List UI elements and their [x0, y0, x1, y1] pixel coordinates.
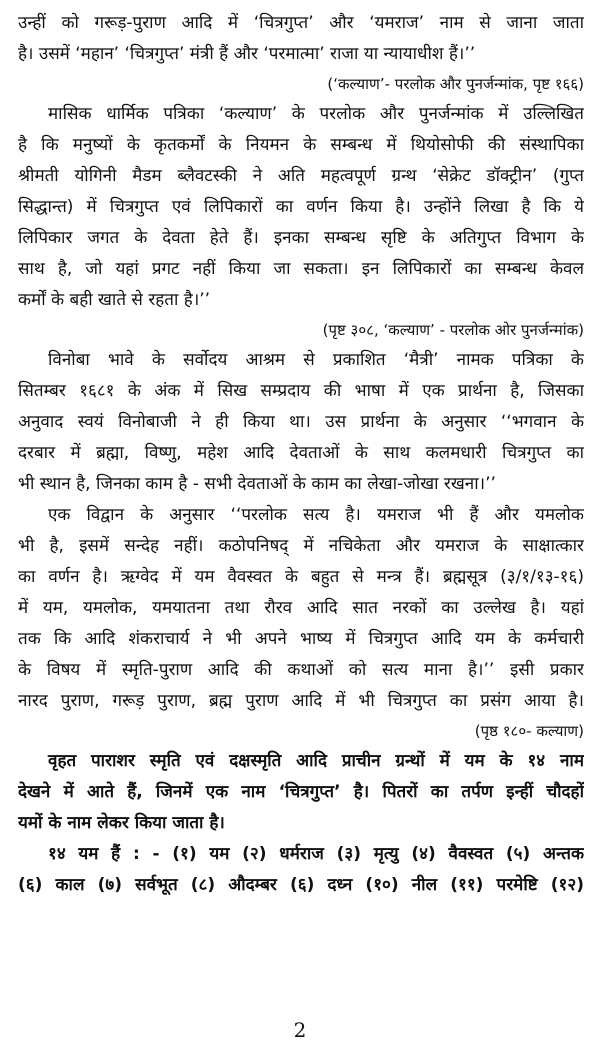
text-line: का वर्णन है। ऋग्वेद में यम वैवस्वत के बहुत से मन्त्र हैं। ब्रह्मसूत्र (३/१/१३-१६): [18, 567, 584, 587]
text-line: श्रीमती योगिनी मैडम ब्लैवटस्की ने अति महत्वपूर्ण ग्रन्थ ‘सेक्रेट डॉक्ट्रीन’ (गुप्त: [18, 166, 584, 186]
text-line: सितम्बर १६८१ के अंक में सिख सम्प्रदाय की भाषा में एक प्रार्थना है, जिसका: [18, 381, 584, 401]
paragraph-start: एक विद्वान के अनुसार ‘‘परलोक सत्य है। यमराज भी हैं और यमलोक: [48, 505, 584, 525]
text-line: तक कि आदि शंकराचार्य ने भी अपने भाष्य में चित्रगुप्त आदि यम के कर्मचारी: [18, 629, 584, 649]
yama-list-continued: (६) काल (७) सर्वभूत (८) औदम्बर (६) दध्न (१०) नील (११) परमेष्टि (१२): [18, 875, 584, 895]
paragraph-start: विनोबा भावे के सर्वोदय आश्रम से प्रकाशित ‘मैत्री’ नामक पत्रिका के: [48, 350, 584, 370]
text-line: दरबार में ब्रह्मा, विष्णु, महेश आदि देवताओं के साथ कलमधारी चित्रगुप्त का: [18, 443, 584, 463]
text-line: भी स्थान है, जिनका काम है - सभी देवताओं के काम का लेखा-जोखा रखना।’’: [18, 474, 496, 494]
text-line: है कि मनुष्यों के कृतकर्मों के नियमन के सम्बन्ध में थियोसोफी की संस्थापिका: [18, 135, 584, 155]
text-line: देखने में आते हैं, जिनमें एक नाम ‘चित्रगुप्त’ है। पितरों का तर्पण इन्हीं चौदहों: [18, 782, 584, 802]
text-line: सिद्धान्त) में चित्रगुप्त एवं लिपिकारों का वर्णन किया है। उन्होंने लिखा है कि ये: [18, 197, 584, 217]
paragraph-start: मासिक धार्मिक पत्रिका ‘कल्याण’ के परलोक और पुनर्जन्मांक में उल्लिखित: [48, 104, 584, 124]
text-line: अनुवाद स्वयं विनोबाजी ने ही किया था। उस प्रार्थना के अनुसार ‘‘भगवान के: [18, 412, 584, 432]
text-line: कर्मों के बही खाते से रहता है।’’: [18, 290, 211, 310]
yama-list-heading: १४ यम हैं : - (१) यम (२) धर्मराज (३) मृत्यु (४) वैवस्वत (५) अन्तक: [48, 844, 584, 864]
text-line: है। उसमें ‘महान’ ‘चित्रगुप्त’ मंत्री हैं और ‘परमात्मा’ राजा या न्यायाधीश हैं।’’: [18, 44, 476, 64]
text-line: नारद पुराण, गरूड़ पुराण, ब्रह्म पुराण आदि में भी चित्रगुप्त का प्रसंग आया है।: [18, 691, 584, 711]
citation: (पृष्ट ३०८, ‘कल्याण’ - परलोक ओर पुनर्जन्मांक): [322, 321, 584, 339]
paragraph-start: वृहत पाराशर स्मृति एवं दक्षस्मृति आदि प्राचीन ग्रन्थों में यम के १४ नाम: [48, 751, 584, 771]
text-line: में यम, यमलोक, यमयातना तथा रौरव आदि सात नरकों का उल्लेख है। यहां: [18, 598, 584, 618]
text-line: भी है, इसमें सन्देह नहीं। कठोपनिषद् में नचिकेता और यमराज के साक्षात्कार: [18, 536, 584, 556]
citation: (पृष्ठ १८०- कल्याण): [474, 722, 584, 740]
citation: (‘कल्याण’- परलोक और पुनर्जन्मांक, पृष्ट १६६): [327, 75, 584, 93]
text-line: लिपिकार जगत के देवता हेते हैं। इनका सम्बन्ध सृष्टि के अतिगुप्त विभाग के: [18, 228, 584, 248]
document-body: [18, 8, 584, 901]
text-line: उन्हीं को गरूड़-पुराण आदि में ‘चित्रगुप्त’ और ‘यमराज’ नाम से जाना जाता: [18, 13, 584, 33]
text-line: के विषय में स्मृति-पुराण आदि की कथाओं को सत्य माना है।’’ इसी प्रकार: [18, 660, 584, 680]
text-line: साथ है, जो यहां प्रगट नहीं किया जा सकता। इन लिपिकारों का सम्बन्ध केवल: [18, 259, 584, 279]
text-line: यमों के नाम लेकर किया जाता है।: [18, 813, 225, 833]
page-number: 2: [293, 1018, 307, 1042]
